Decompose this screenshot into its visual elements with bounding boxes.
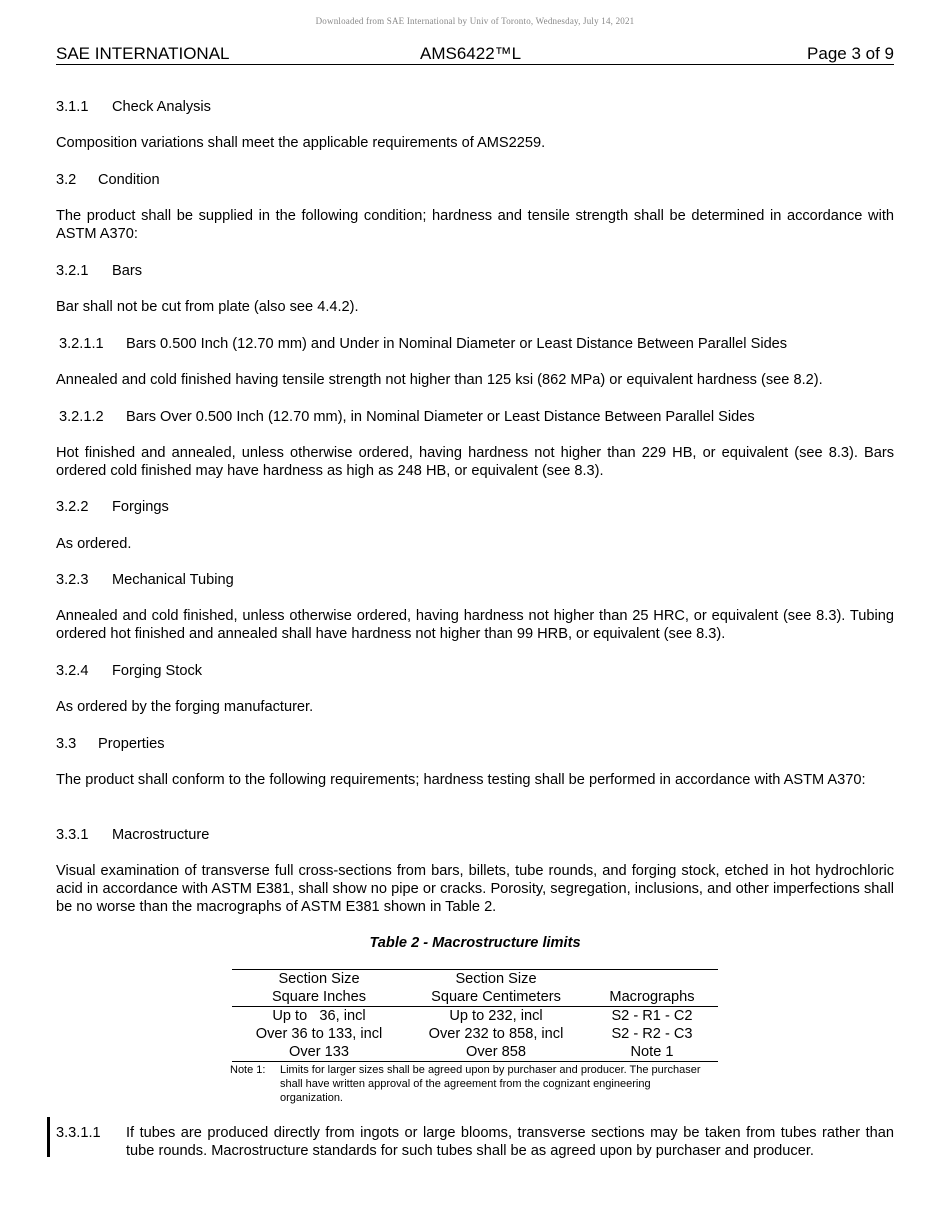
table-cell: Over 858 [406,1043,586,1062]
table-caption: Table 2 - Macrostructure limits [369,935,581,951]
section-number: 3.3 [56,736,77,752]
paragraph-3-2-1-1: Annealed and cold finished having tensile strength not higher than 125 ksi (862 MPa) or equivalent hardness (see 8.2). [56,372,823,388]
paragraph-3-1-1: Composition variations shall meet the applicable requirements of AMS2259. [56,135,546,151]
table-cell: Over 133 [232,1043,406,1062]
paragraph-3-2-1-2: Hot finished and annealed, unless otherwise ordered, having hardness not higher than 229 HB, or equivalent (see 8.3). Bars ordered cold finished may have hardness as high as 248 HB, or equivalent (see 8.3). [56,445,894,479]
header-cell [586,970,718,989]
header-org: SAE INTERNATIONAL [56,44,230,63]
table-row [232,1007,718,1026]
macrostructure-table [232,969,718,1062]
section-number: 3.1.1 [56,99,89,115]
section-number: 3.2.1.1 [59,336,104,352]
section-number: 3.2 [56,172,77,188]
section-title: Forgings [112,499,169,515]
section-title: Mechanical Tubing [112,572,234,588]
paragraph-3-3-1-1 [56,1124,894,1160]
section-heading-3-2-2 [56,498,169,516]
section-number: 3.2.4 [56,663,89,679]
table-header-row [232,970,718,989]
section-title: Properties [98,736,165,752]
table-header-row [232,988,718,1007]
header-page-number: Page 3 of 9 [807,44,894,63]
table-cell: Up to 232, incl [449,1008,543,1024]
section-title: Bars Over 0.500 Inch (12.70 mm), in Nominal Diameter or Least Distance Between Parallel Sides [126,409,755,425]
section-heading-3-2-1-2 [59,408,755,426]
page-header [56,44,894,65]
section-number: 3.2.1.2 [59,409,104,425]
section-heading-3-2-4 [56,662,202,680]
section-title: Forging Stock [112,663,203,679]
section-number: 3.2.2 [56,499,89,515]
section-heading-3-3 [56,735,165,753]
note-text: Limits for larger sizes shall be agreed upon by purchaser and producer. The purchaser shall have written approval of the agreement from the cognizant engineering organization. [280,1064,701,1104]
section-title: Check Analysis [112,99,211,115]
paragraph-text: If tubes are produced directly from ingots or large blooms, transverse sections may be taken from tubes rather than tube rounds. Macrostructure standards for such tubes shall be as agreed upon by purchaser and producer. [126,1125,894,1159]
section-heading-3-3-1 [56,826,209,844]
paragraph-3-3: The product shall conform to the following requirements; hardness testing shall be performed in accordance with ASTM A370: [56,772,866,788]
section-heading-3-2-3 [56,571,234,589]
paragraph-3-3-1: Visual examination of transverse full cross-sections from bars, billets, tube rounds, and forging stock, etched in hot hydrochloric acid in accordance with ASTM E381, shall show no pipe or cracks. Porosity, segregation, inclusions, and other imperfections shall be no worse than the macrographs of ASTM E381 shown in Table 2. [56,863,894,915]
table-cell: S2 - R1 - C2 [611,1008,693,1024]
section-heading-3-1-1 [56,98,211,116]
section-number: 3.3.1.1 [56,1125,101,1141]
table-cell: Up to 36, incl [272,1008,366,1024]
table-row [232,1025,718,1043]
header-cell: Section Size [406,970,586,989]
section-title: Bars [112,263,143,279]
header-cell: Macrographs [586,988,718,1007]
header-cell: Square Inches [232,988,406,1007]
download-watermark: Downloaded from SAE International by Univ of Toronto, Wednesday, July 14, 2021 [315,16,635,26]
table-row [232,1043,718,1062]
section-number: 3.2.1 [56,263,89,279]
revision-change-bar [47,1117,50,1157]
section-title: Macrostructure [112,827,210,843]
section-number: 3.3.1 [56,827,89,843]
section-number: 3.2.3 [56,572,89,588]
section-title: Bars 0.500 Inch (12.70 mm) and Under in Nominal Diameter or Least Distance Between Parallel Sides [126,336,788,352]
header-cell: Section Size [232,970,406,989]
table-cell: Note 1 [586,1043,718,1062]
paragraph-3-2-3: Annealed and cold finished, unless otherwise ordered, having hardness not higher than 25 HRC, or equivalent (see 8.3). Tubing ordered hot finished and annealed shall have hardness not higher than 99 HRB, or equivalent (see 8.3). [56,608,894,642]
paragraph-3-2: The product shall be supplied in the following condition; hardness and tensile strength shall be determined in accordance with ASTM A370: [56,208,894,242]
paragraph-3-2-2: As ordered. [56,536,132,552]
header-doc-id: AMS6422™L [420,44,522,63]
section-heading-3-2-1-1 [59,335,787,353]
section-heading-3-2-1 [56,262,142,280]
table-cell: Over 36 to 133, incl [255,1026,383,1042]
paragraph-3-2-1: Bar shall not be cut from plate (also see 4.4.2). [56,299,359,315]
section-heading-3-2 [56,171,160,189]
section-title: Condition [98,172,160,188]
paragraph-3-2-4: As ordered by the forging manufacturer. [56,699,314,715]
note-label: Note 1: [230,1064,266,1076]
table-cell: S2 - R2 - C3 [611,1026,693,1042]
header-cell: Square Centimeters [406,988,586,1007]
table-cell: Over 232 to 858, incl [428,1026,564,1042]
